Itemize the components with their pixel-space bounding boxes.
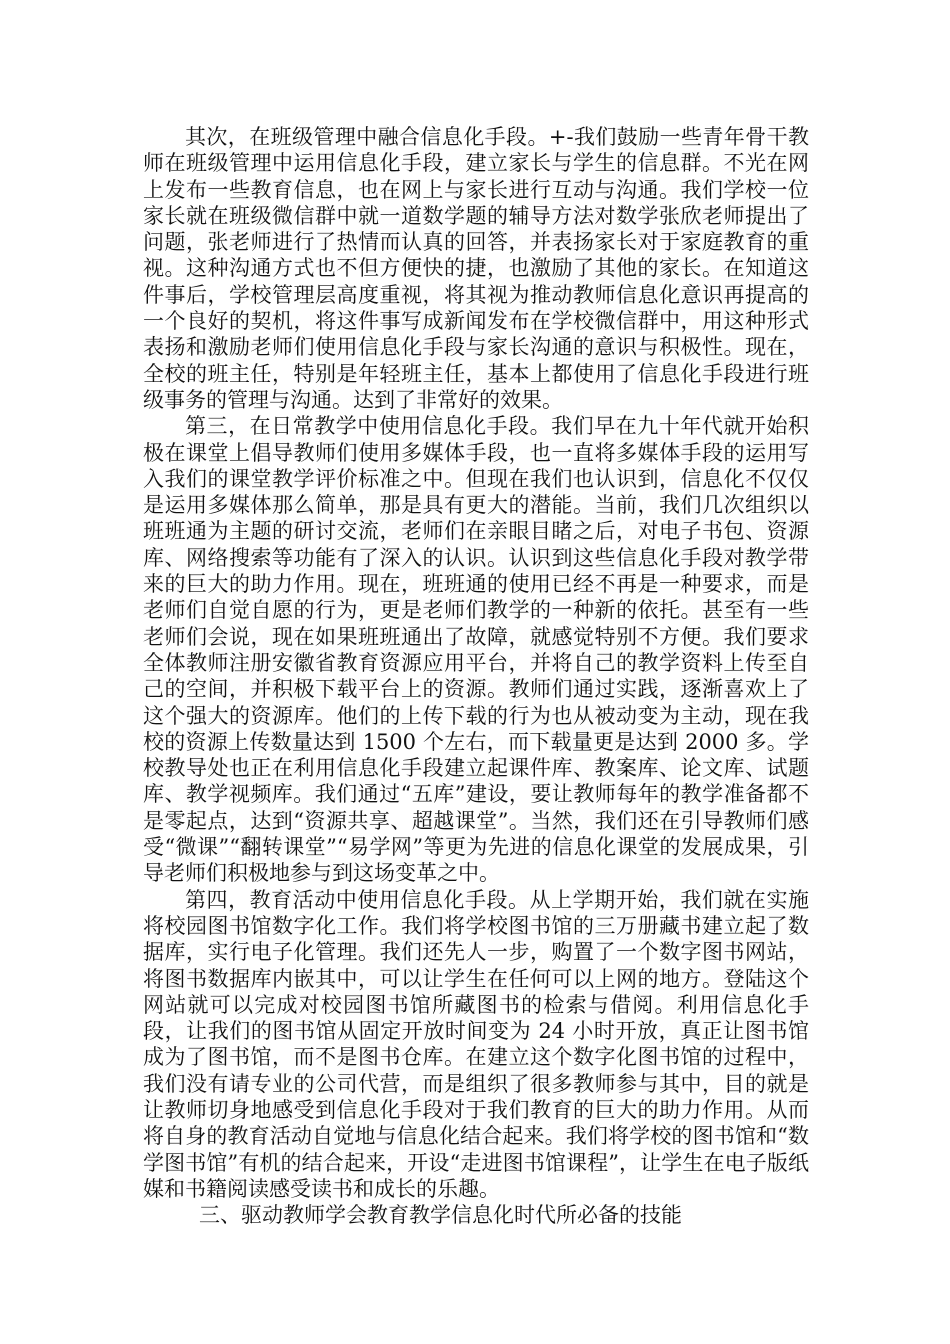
paragraph-daily-teaching: 第三，在日常教学中使用信息化手段。我们早在九十年代就开始积极在课堂上倡导教师们使用多媒体手段，也一直将多媒体手段的运用写入我们的课堂教学评价标准之中。但现在我们也认识到，信息化不仅仅是运用多媒体那么简单，那是具有更大的潜能。当前，我们几次组织以班班通为主题的研讨交流，老师们在亲眼目睹之后，对电子书包、资源库、网络搜索等功能有了深入的认识。认识到这些信息化手段对教学带来的巨大的助力作用。现在，班班通的使用已经不再是一种要求，而是老师们自觉自愿的行为，更是老师们教学的一种新的依托。甚至有一些老师们会说，现在如果班班通出了故障，就感觉特别不方便。我们要求全体教师注册安徽省教育资源应用平台，并将自己的教学资料上传至自己的空间，并积极下载平台上的资源。教师们通过实践，逐渐喜欢上了这个强大的资源库。他们的上传下载的行为也从被动变为主动，现在我校的资源上传数量达到 1500 个左右，而下载量更是达到 2000 多。学校教导处也正在利用信息化手段建立起课件库、教案库、论文库、试题库、教学视频库。我们通过“五库”建设，要让教师每年的教学准备都不是零起点，达到“资源共享、超越课堂”。当然，我们还在引导教师们感受“微课”“翻转课堂”“易学网”等更为先进的信息化课堂的发展成果，引导老师们积极地参与到这场变革之中。 <box>143 414 809 886</box>
section-heading: 三、驱动教师学会教育教学信息化时代所必备的技能 <box>199 1203 682 1228</box>
paragraph-class-management: 其次，在班级管理中融合信息化手段。+-我们鼓励一些青年骨干教师在班级管理中运用信息化手段，建立家长与学生的信息群。不光在网上发布一些教育信息，也在网上与家长进行互动与沟通。我们学校一位家长就在班级微信群中就一道数学题的辅导方法对数学张欣老师提出了问题，张老师进行了热情而认真的回答，并表扬家长对于家庭教育的重视。这种沟通方式也不但方便快的捷，也激励了其他的家长。在知道这件事后，学校管理层高度重视，将其视为推动教师信息化意识再提高的一个良好的契机，将这件事写成新闻发布在学校微信群中，用这种形式表扬和激励老师们使用信息化手段与家长沟通的意识与积极性。现在，全校的班主任，特别是年轻班主任，基本上都使用了信息化手段进行班级事务的管理与沟通。达到了非常好的效果。 <box>143 125 809 412</box>
paragraph-education-activities: 第四，教育活动中使用信息化手段。从上学期开始，我们就在实施将校园图书馆数字化工作。我们将学校图书馆的三万册藏书建立起了数据库，实行电子化管理。我们还先人一步，购置了一个数字图书网站，将图书数据库内嵌其中，可以让学生在任何可以上网的地方。登陆这个网站就可以完成对校园图书馆所藏图书的检索与借阅。利用信息化手段，让我们的图书馆从固定开放时间变为 24 小时开放，真正让图书馆成为了图书馆，而不是图书仓库。在建立这个数字化图书馆的过程中，我们没有请专业的公司代营，而是组织了很多教师参与其中，目的就是让教师切身地感受到信息化手段对于我们教育的巨大的助力作用。从而将自身的教育活动自觉地与信息化结合起来。我们将学校的图书馆和“数学图书馆”有机的结合起来，开设“走进图书馆课程”，让学生在电子版纸媒和书籍阅读感受读书和成长的乐趣。 <box>143 887 809 1201</box>
document-body <box>143 124 809 1228</box>
